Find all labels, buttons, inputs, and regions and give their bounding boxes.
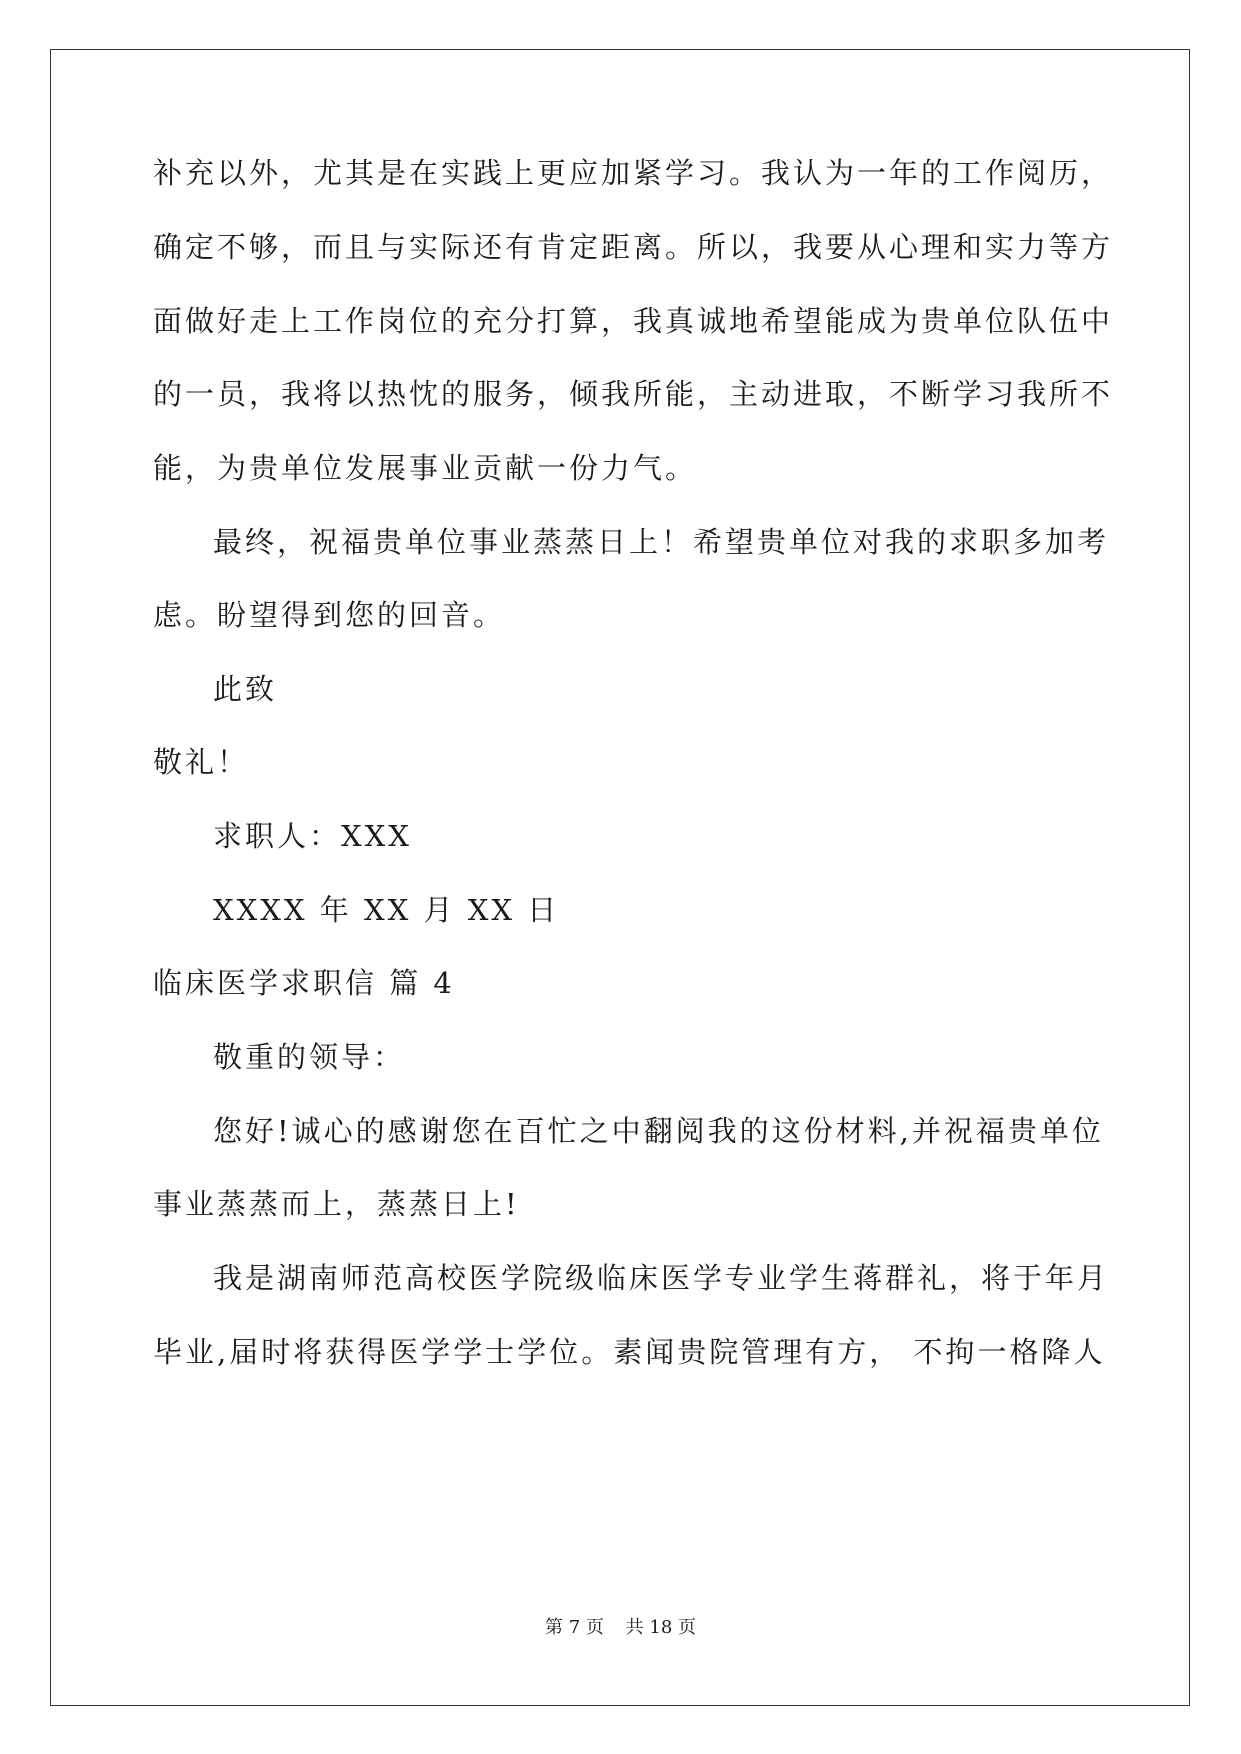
text-line: 面做好走上工作岗位的充分打算，我真诚地希望能成为贵单位队伍中: [153, 304, 1114, 338]
text-line: 能，为贵单位发展事业贡献一份力气。: [153, 451, 698, 485]
date-line: XXXX 年 XX 月 XX 日: [213, 893, 560, 927]
page-border: [50, 49, 1190, 1706]
text-line: 毕业,届时将获得医学学士学位。素闻贵院管理有方， 不拘一格降人: [153, 1335, 1106, 1369]
section-heading: 临床医学求职信 篇 4: [153, 966, 455, 1000]
page-number-current: 第 7 页: [545, 1617, 604, 1638]
text-line: 确定不够，而且与实际还有肯定距离。所以，我要从心理和实力等方: [153, 230, 1114, 264]
greeting-line: 敬重的领导：: [213, 1040, 406, 1074]
signature-line: 求职人：XXX: [213, 819, 412, 853]
text-line: 我是湖南师范高校医学院级临床医学专业学生蒋群礼，将于年月: [213, 1261, 1110, 1295]
closing-salutation: 此致: [213, 672, 278, 706]
text-line: 虑。盼望得到您的回音。: [153, 598, 506, 632]
text-line: 您好!诚心的感谢您在百忙之中翻阅我的这份材料,并祝福贵单位: [213, 1114, 1104, 1148]
text-line: 最终，祝福贵单位事业蒸蒸日上！希望贵单位对我的求职多加考: [213, 525, 1110, 559]
text-line: 补充以外，尤其是在实践上更应加紧学习。我认为一年的工作阅历，: [153, 156, 1114, 190]
text-line: 的一员，我将以热忱的服务，倾我所能，主动进取，不断学习我所不: [153, 377, 1114, 411]
page-number-total: 共 18 页: [625, 1617, 696, 1638]
closing-regards: 敬礼！: [153, 745, 250, 779]
page-footer: [0, 1616, 1241, 1640]
text-line: 事业蒸蒸而上，蒸蒸日上!: [153, 1187, 520, 1221]
